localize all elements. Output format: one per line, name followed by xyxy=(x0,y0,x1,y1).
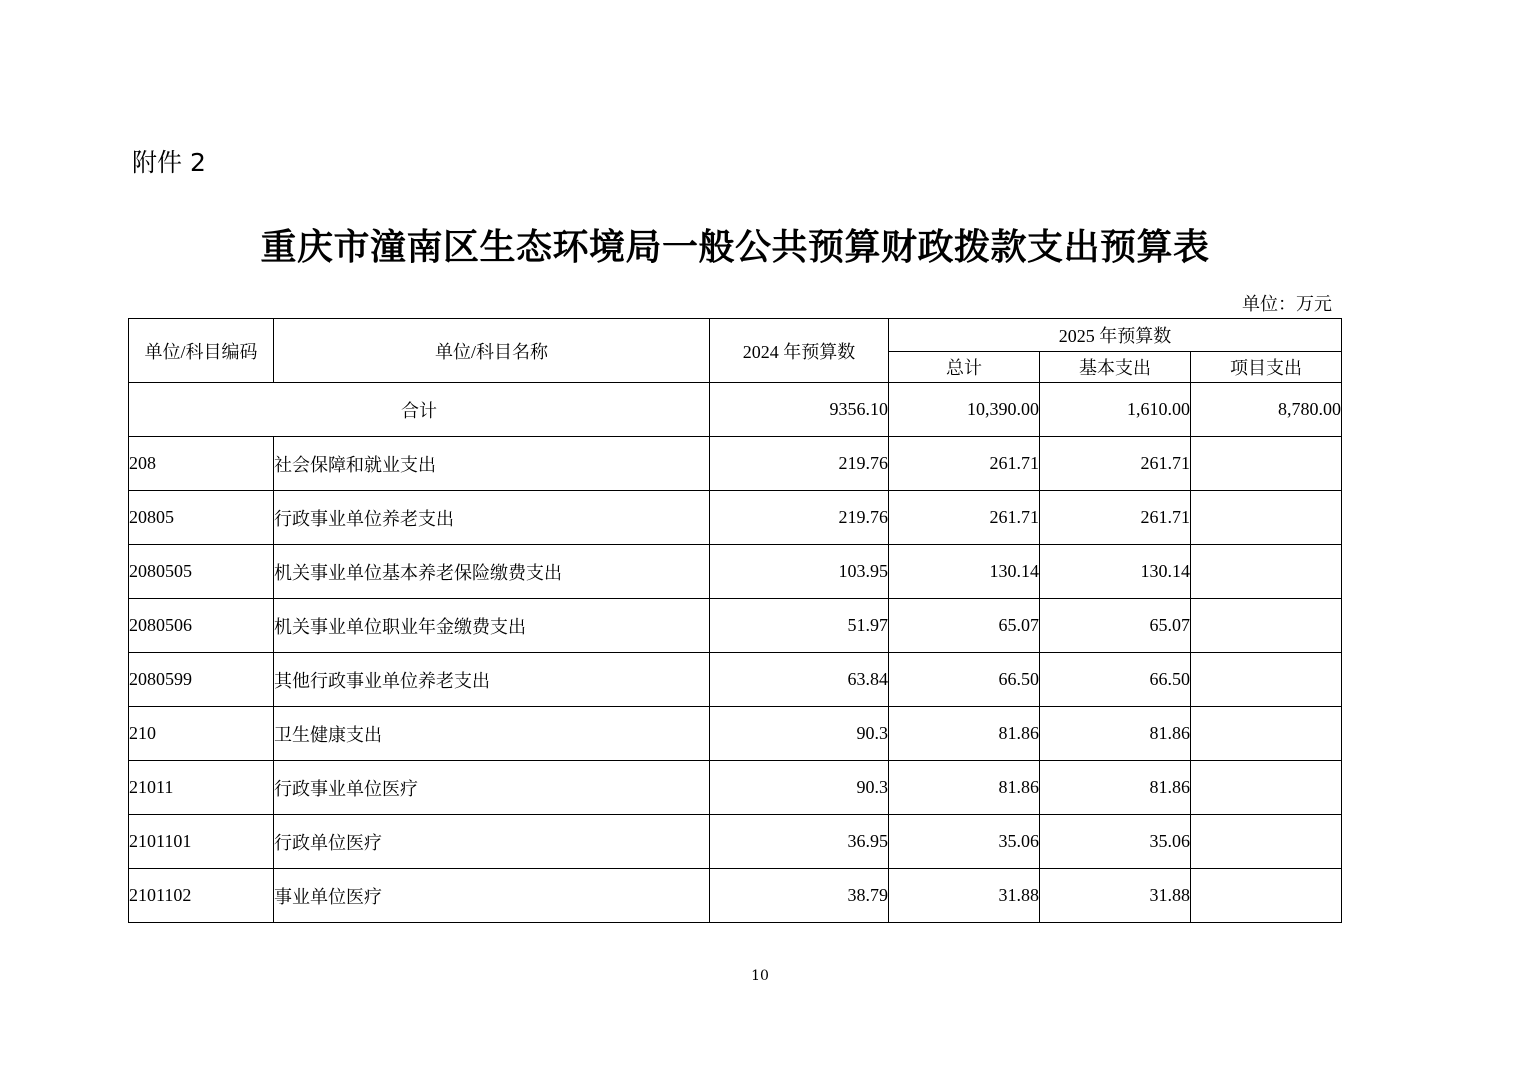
row-project xyxy=(1191,707,1342,761)
table-row xyxy=(129,653,1342,707)
row-code: 208 xyxy=(129,437,274,491)
table-row xyxy=(129,599,1342,653)
row-name: 机关事业单位基本养老保险缴费支出 xyxy=(274,545,710,599)
row-budget-2024: 219.76 xyxy=(710,491,889,545)
header-project: 项目支出 xyxy=(1191,352,1342,383)
row-code: 2080506 xyxy=(129,599,274,653)
table-row xyxy=(129,437,1342,491)
table-row xyxy=(129,761,1342,815)
row-total: 130.14 xyxy=(889,545,1040,599)
header-basic: 基本支出 xyxy=(1040,352,1191,383)
table-row xyxy=(129,491,1342,545)
row-budget-2024: 38.79 xyxy=(710,869,889,923)
row-project xyxy=(1191,761,1342,815)
row-project xyxy=(1191,599,1342,653)
total-budget-2024: 9356.10 xyxy=(710,383,889,437)
row-name: 卫生健康支出 xyxy=(274,707,710,761)
table-row xyxy=(129,869,1342,923)
row-basic: 66.50 xyxy=(1040,653,1191,707)
unit-label: 单位：万元 xyxy=(1242,294,1332,315)
row-total: 261.71 xyxy=(889,437,1040,491)
header-name: 单位/科目名称 xyxy=(274,319,710,383)
row-code: 20805 xyxy=(129,491,274,545)
document-title: 重庆市潼南区生态环境局一般公共预算财政拨款支出预算表 xyxy=(260,226,1210,268)
row-code: 2080505 xyxy=(129,545,274,599)
header-total: 总计 xyxy=(889,352,1040,383)
row-code: 2080599 xyxy=(129,653,274,707)
header-code: 单位/科目编码 xyxy=(129,319,274,383)
row-basic: 81.86 xyxy=(1040,761,1191,815)
row-project xyxy=(1191,545,1342,599)
total-project: 8,780.00 xyxy=(1191,383,1342,437)
row-code: 2101102 xyxy=(129,869,274,923)
row-project xyxy=(1191,869,1342,923)
row-total: 65.07 xyxy=(889,599,1040,653)
row-name: 行政事业单位养老支出 xyxy=(274,491,710,545)
row-total: 81.86 xyxy=(889,761,1040,815)
row-project xyxy=(1191,491,1342,545)
row-basic: 261.71 xyxy=(1040,491,1191,545)
table-row xyxy=(129,545,1342,599)
row-basic: 261.71 xyxy=(1040,437,1191,491)
row-budget-2024: 103.95 xyxy=(710,545,889,599)
row-project xyxy=(1191,815,1342,869)
total-label: 合计 xyxy=(129,383,710,437)
row-budget-2024: 51.97 xyxy=(710,599,889,653)
row-budget-2024: 36.95 xyxy=(710,815,889,869)
total-row xyxy=(129,383,1342,437)
row-total: 31.88 xyxy=(889,869,1040,923)
row-basic: 31.88 xyxy=(1040,869,1191,923)
table-header-row xyxy=(129,319,1342,352)
row-basic: 81.86 xyxy=(1040,707,1191,761)
row-name: 其他行政事业单位养老支出 xyxy=(274,653,710,707)
row-total: 81.86 xyxy=(889,707,1040,761)
row-total: 66.50 xyxy=(889,653,1040,707)
table-row xyxy=(129,707,1342,761)
row-code: 2101101 xyxy=(129,815,274,869)
row-total: 35.06 xyxy=(889,815,1040,869)
row-basic: 65.07 xyxy=(1040,599,1191,653)
attachment-label: 附件 2 xyxy=(132,148,206,177)
page-number: 10 xyxy=(751,968,769,984)
row-name: 社会保障和就业支出 xyxy=(274,437,710,491)
row-budget-2024: 90.3 xyxy=(710,761,889,815)
row-name: 行政事业单位医疗 xyxy=(274,761,710,815)
row-budget-2024: 90.3 xyxy=(710,707,889,761)
row-budget-2024: 63.84 xyxy=(710,653,889,707)
header-budget-2024: 2024 年预算数 xyxy=(710,319,889,383)
row-code: 210 xyxy=(129,707,274,761)
header-budget-2025: 2025 年预算数 xyxy=(889,319,1342,352)
row-name: 机关事业单位职业年金缴费支出 xyxy=(274,599,710,653)
row-basic: 35.06 xyxy=(1040,815,1191,869)
total-basic: 1,610.00 xyxy=(1040,383,1191,437)
row-project xyxy=(1191,653,1342,707)
row-budget-2024: 219.76 xyxy=(710,437,889,491)
total-total: 10,390.00 xyxy=(889,383,1040,437)
row-name: 事业单位医疗 xyxy=(274,869,710,923)
row-name: 行政单位医疗 xyxy=(274,815,710,869)
row-code: 21011 xyxy=(129,761,274,815)
row-project xyxy=(1191,437,1342,491)
table-row xyxy=(129,815,1342,869)
row-basic: 130.14 xyxy=(1040,545,1191,599)
row-total: 261.71 xyxy=(889,491,1040,545)
budget-table xyxy=(128,318,1342,923)
